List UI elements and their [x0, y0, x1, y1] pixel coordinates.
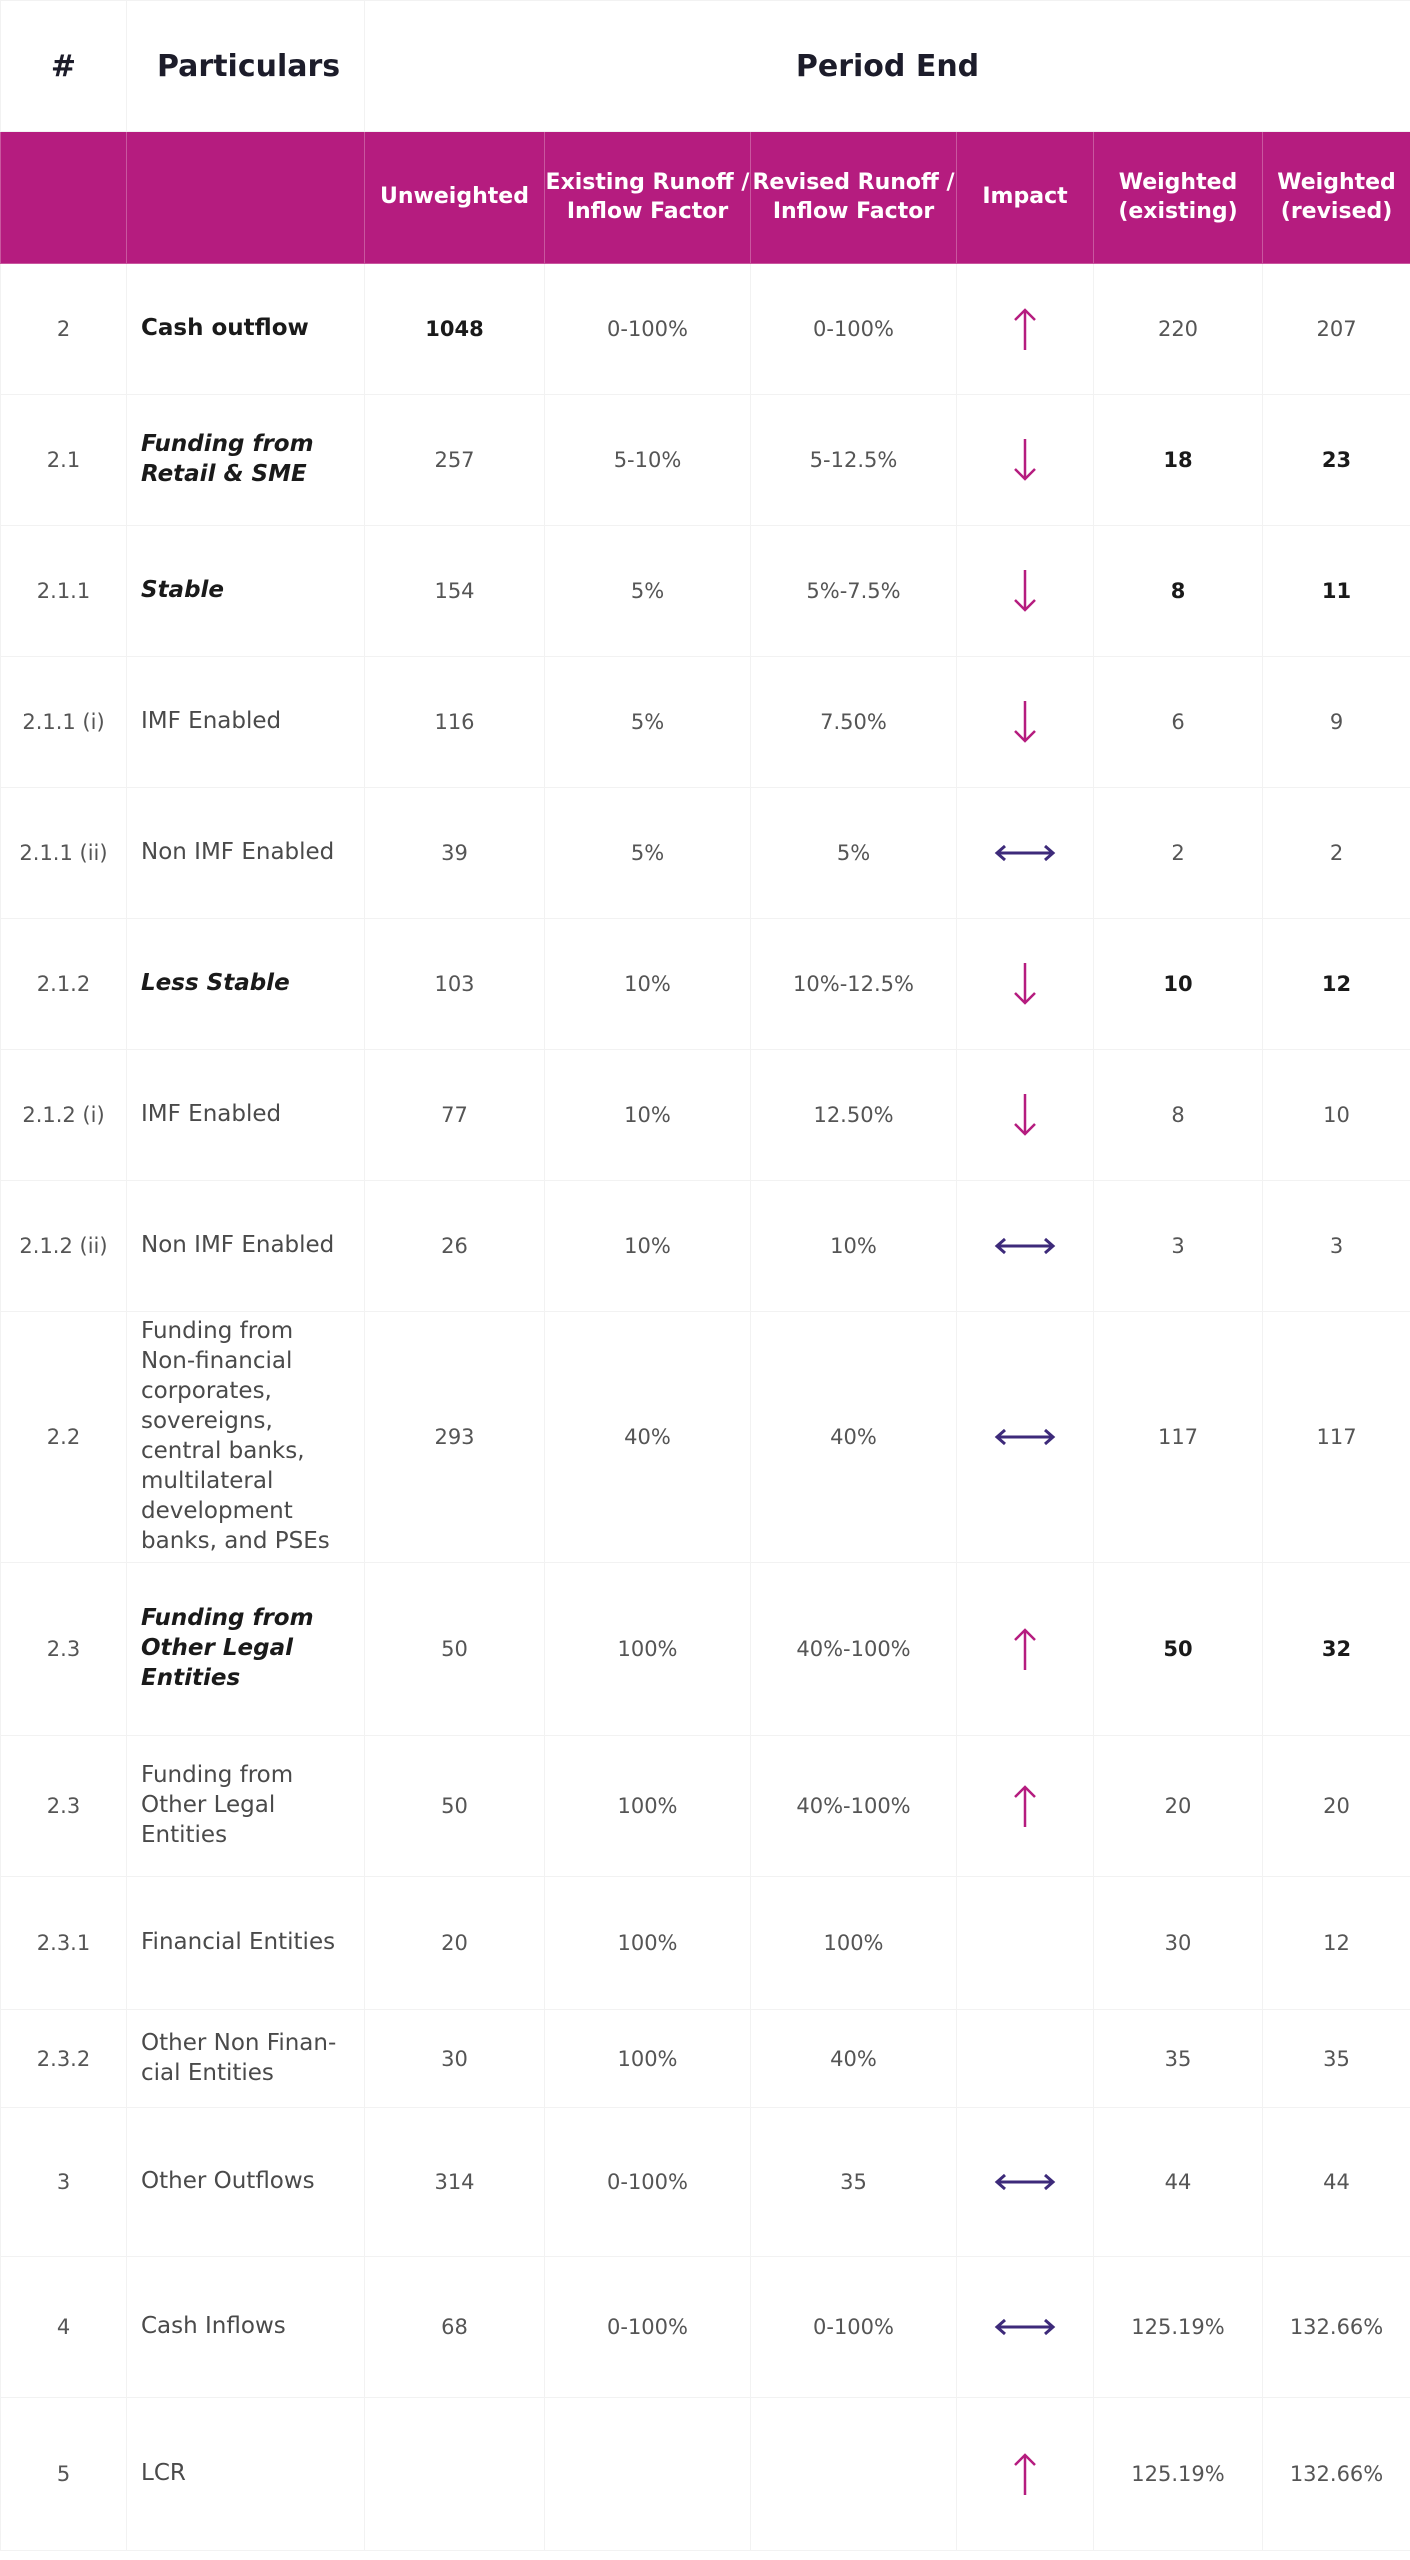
- particulars-label: Funding from Retail & SME: [127, 395, 365, 526]
- weighted-existing: 20: [1094, 1736, 1263, 1877]
- weighted-existing: 10: [1094, 919, 1263, 1050]
- impact-cell: [957, 2257, 1094, 2398]
- particulars-label: IMF Enabled: [127, 1050, 365, 1181]
- weighted-existing: 6: [1094, 657, 1263, 788]
- unweighted-value: 50: [365, 1563, 545, 1736]
- particulars-label: LCR: [127, 2398, 365, 2551]
- particulars-label: Financial Entities: [127, 1877, 365, 2010]
- impact-cell: [957, 788, 1094, 919]
- weighted-revised: 23: [1263, 395, 1410, 526]
- unweighted-header: Unweighted: [365, 132, 545, 264]
- weighted-existing: 2: [1094, 788, 1263, 919]
- table-row: [1, 2108, 1410, 2257]
- table-row: [1, 1050, 1410, 1181]
- particulars-label: Funding from Other Legal Entities: [127, 1736, 365, 1877]
- row-number: 2.1.1 (ii): [1, 788, 127, 919]
- existing-factor: 10%: [545, 919, 751, 1050]
- row-number: 2.2: [1, 1312, 127, 1563]
- existing-factor: 100%: [545, 1563, 751, 1736]
- revised-factor: 35: [751, 2108, 957, 2257]
- weighted-revised: 32: [1263, 1563, 1410, 1736]
- impact-cell: [957, 395, 1094, 526]
- existing-factor: 0-100%: [545, 264, 751, 395]
- row-number: 2.1.2 (i): [1, 1050, 127, 1181]
- revised-factor: 12.50%: [751, 1050, 957, 1181]
- table-row: [1, 788, 1410, 919]
- weighted-existing: 18: [1094, 395, 1263, 526]
- period-end-header: Period End: [365, 1, 1410, 132]
- existing-factor: 10%: [545, 1181, 751, 1312]
- table-row: [1, 395, 1410, 526]
- unweighted-value: 293: [365, 1312, 545, 1563]
- unweighted-value: 26: [365, 1181, 545, 1312]
- weighted-existing: 50: [1094, 1563, 1263, 1736]
- impact-cell: [957, 919, 1094, 1050]
- weighted-revised: 132.66%: [1263, 2257, 1410, 2398]
- existing-factor: 10%: [545, 1050, 751, 1181]
- impact-cell: [957, 2010, 1094, 2108]
- existing-factor: 5%: [545, 657, 751, 788]
- table-row: [1, 2010, 1410, 2108]
- arrow-down-icon: [1010, 437, 1040, 483]
- particulars-label: Cash outflow: [127, 264, 365, 395]
- arrow-down-icon: [1010, 568, 1040, 614]
- weighted-existing-header: Weighted (existing): [1094, 132, 1263, 264]
- particulars-label: Non IMF Enabled: [127, 788, 365, 919]
- arrow-up-icon: [1010, 306, 1040, 352]
- revised-factor: 40%: [751, 1312, 957, 1563]
- unweighted-value: [365, 2398, 545, 2551]
- header-row-columns: [1, 132, 1410, 264]
- revised-factor: 5%: [751, 788, 957, 919]
- arrow-up-icon: [1010, 1626, 1040, 1672]
- arrow-left-right-icon: [994, 1427, 1056, 1447]
- table-row: [1, 919, 1410, 1050]
- revised-factor: 40%-100%: [751, 1563, 957, 1736]
- existing-factor: 0-100%: [545, 2108, 751, 2257]
- weighted-revised: 12: [1263, 919, 1410, 1050]
- row-number: 2.1.1: [1, 526, 127, 657]
- weighted-revised: 12: [1263, 1877, 1410, 2010]
- weighted-revised-header: Weighted (revised): [1263, 132, 1410, 264]
- weighted-existing: 125.19%: [1094, 2398, 1263, 2551]
- table-row: [1, 264, 1410, 395]
- weighted-existing: 117: [1094, 1312, 1263, 1563]
- existing-factor: 5-10%: [545, 395, 751, 526]
- blank-header-cell: [127, 132, 365, 264]
- unweighted-value: 50: [365, 1736, 545, 1877]
- revised-factor: 40%: [751, 2010, 957, 2108]
- unweighted-value: 20: [365, 1877, 545, 2010]
- particulars-label: Non IMF Enabled: [127, 1181, 365, 1312]
- table-row: [1, 1181, 1410, 1312]
- impact-cell: [957, 526, 1094, 657]
- row-number: 2.3: [1, 1736, 127, 1877]
- weighted-existing: 35: [1094, 2010, 1263, 2108]
- weighted-existing: 8: [1094, 526, 1263, 657]
- blank-header-cell: [1, 132, 127, 264]
- weighted-revised: 3: [1263, 1181, 1410, 1312]
- unweighted-value: 154: [365, 526, 545, 657]
- table-row: [1, 1312, 1410, 1563]
- unweighted-value: 30: [365, 2010, 545, 2108]
- particulars-label: Funding from Other Legal Entities: [127, 1563, 365, 1736]
- existing-factor: 100%: [545, 1877, 751, 2010]
- row-number: 4: [1, 2257, 127, 2398]
- unweighted-value: 68: [365, 2257, 545, 2398]
- unweighted-value: 1048: [365, 264, 545, 395]
- table-row: [1, 2398, 1410, 2551]
- revised-factor: [751, 2398, 957, 2551]
- row-number: 2: [1, 264, 127, 395]
- particulars-label: Stable: [127, 526, 365, 657]
- revised-factor: 40%-100%: [751, 1736, 957, 1877]
- row-number: 5: [1, 2398, 127, 2551]
- row-number: 2.3: [1, 1563, 127, 1736]
- unweighted-value: 77: [365, 1050, 545, 1181]
- existing-factor: 0-100%: [545, 2257, 751, 2398]
- weighted-revised: 10: [1263, 1050, 1410, 1181]
- existing-factor: 5%: [545, 788, 751, 919]
- arrow-down-icon: [1010, 699, 1040, 745]
- arrow-down-icon: [1010, 1092, 1040, 1138]
- weighted-revised: 20: [1263, 1736, 1410, 1877]
- row-number: 2.1.2: [1, 919, 127, 1050]
- impact-cell: [957, 657, 1094, 788]
- arrow-down-icon: [1010, 961, 1040, 1007]
- particulars-label: IMF Enabled: [127, 657, 365, 788]
- header-row-top: [1, 1, 1410, 132]
- arrow-up-icon: [1010, 1783, 1040, 1829]
- arrow-left-right-icon: [994, 843, 1056, 863]
- hash-header: #: [1, 1, 127, 132]
- impact-header: Impact: [957, 132, 1094, 264]
- unweighted-value: 39: [365, 788, 545, 919]
- row-number: 2.1.1 (i): [1, 657, 127, 788]
- weighted-existing: 125.19%: [1094, 2257, 1263, 2398]
- impact-cell: [957, 1736, 1094, 1877]
- existing-factor: 100%: [545, 1736, 751, 1877]
- table-row: [1, 2257, 1410, 2398]
- impact-cell: [957, 1563, 1094, 1736]
- impact-cell: [957, 264, 1094, 395]
- table-row: [1, 1877, 1410, 2010]
- table-row: [1, 1736, 1410, 1877]
- particulars-label: Cash Inflows: [127, 2257, 365, 2398]
- weighted-revised: 117: [1263, 1312, 1410, 1563]
- impact-cell: [957, 1312, 1094, 1563]
- table-row: [1, 1563, 1410, 1736]
- row-number: 2.1: [1, 395, 127, 526]
- revised-factor-header: Revised Runoff / Inflow Factor: [751, 132, 957, 264]
- row-number: 3: [1, 2108, 127, 2257]
- arrow-left-right-icon: [994, 2317, 1056, 2337]
- existing-factor: 100%: [545, 2010, 751, 2108]
- weighted-existing: 44: [1094, 2108, 1263, 2257]
- unweighted-value: 257: [365, 395, 545, 526]
- unweighted-value: 116: [365, 657, 545, 788]
- existing-factor: 5%: [545, 526, 751, 657]
- arrow-left-right-icon: [994, 2172, 1056, 2192]
- table-row: [1, 657, 1410, 788]
- revised-factor: 0-100%: [751, 264, 957, 395]
- revised-factor: 10%: [751, 1181, 957, 1312]
- particulars-label: Other Outflows: [127, 2108, 365, 2257]
- particulars-label: Other Non Finan- cial Entities: [127, 2010, 365, 2108]
- revised-factor: 5%-7.5%: [751, 526, 957, 657]
- impact-cell: [957, 2108, 1094, 2257]
- particulars-header: Particulars: [127, 1, 365, 132]
- row-number: 2.3.2: [1, 2010, 127, 2108]
- weighted-revised: 2: [1263, 788, 1410, 919]
- weighted-revised: 35: [1263, 2010, 1410, 2108]
- weighted-existing: 3: [1094, 1181, 1263, 1312]
- arrow-left-right-icon: [994, 1236, 1056, 1256]
- revised-factor: 5-12.5%: [751, 395, 957, 526]
- weighted-revised: 132.66%: [1263, 2398, 1410, 2551]
- weighted-existing: 8: [1094, 1050, 1263, 1181]
- impact-cell: [957, 1181, 1094, 1312]
- particulars-label: Less Stable: [127, 919, 365, 1050]
- revised-factor: 10%-12.5%: [751, 919, 957, 1050]
- weighted-revised: 11: [1263, 526, 1410, 657]
- impact-cell: [957, 1877, 1094, 2010]
- existing-factor: [545, 2398, 751, 2551]
- revised-factor: 100%: [751, 1877, 957, 2010]
- row-number: 2.1.2 (ii): [1, 1181, 127, 1312]
- impact-cell: [957, 1050, 1094, 1181]
- existing-factor: 40%: [545, 1312, 751, 1563]
- table-row: [1, 526, 1410, 657]
- existing-factor-header: Existing Runoff / Inflow Factor: [545, 132, 751, 264]
- weighted-existing: 30: [1094, 1877, 1263, 2010]
- revised-factor: 0-100%: [751, 2257, 957, 2398]
- weighted-existing: 220: [1094, 264, 1263, 395]
- row-number: 2.3.1: [1, 1877, 127, 2010]
- weighted-revised: 44: [1263, 2108, 1410, 2257]
- arrow-up-icon: [1010, 2451, 1040, 2497]
- unweighted-value: 314: [365, 2108, 545, 2257]
- weighted-revised: 9: [1263, 657, 1410, 788]
- unweighted-value: 103: [365, 919, 545, 1050]
- impact-cell: [957, 2398, 1094, 2551]
- revised-factor: 7.50%: [751, 657, 957, 788]
- particulars-label: Funding from Non-financial corporates, sovereigns, central banks, multilateral development banks, and PSEs: [127, 1312, 365, 1563]
- weighted-revised: 207: [1263, 264, 1410, 395]
